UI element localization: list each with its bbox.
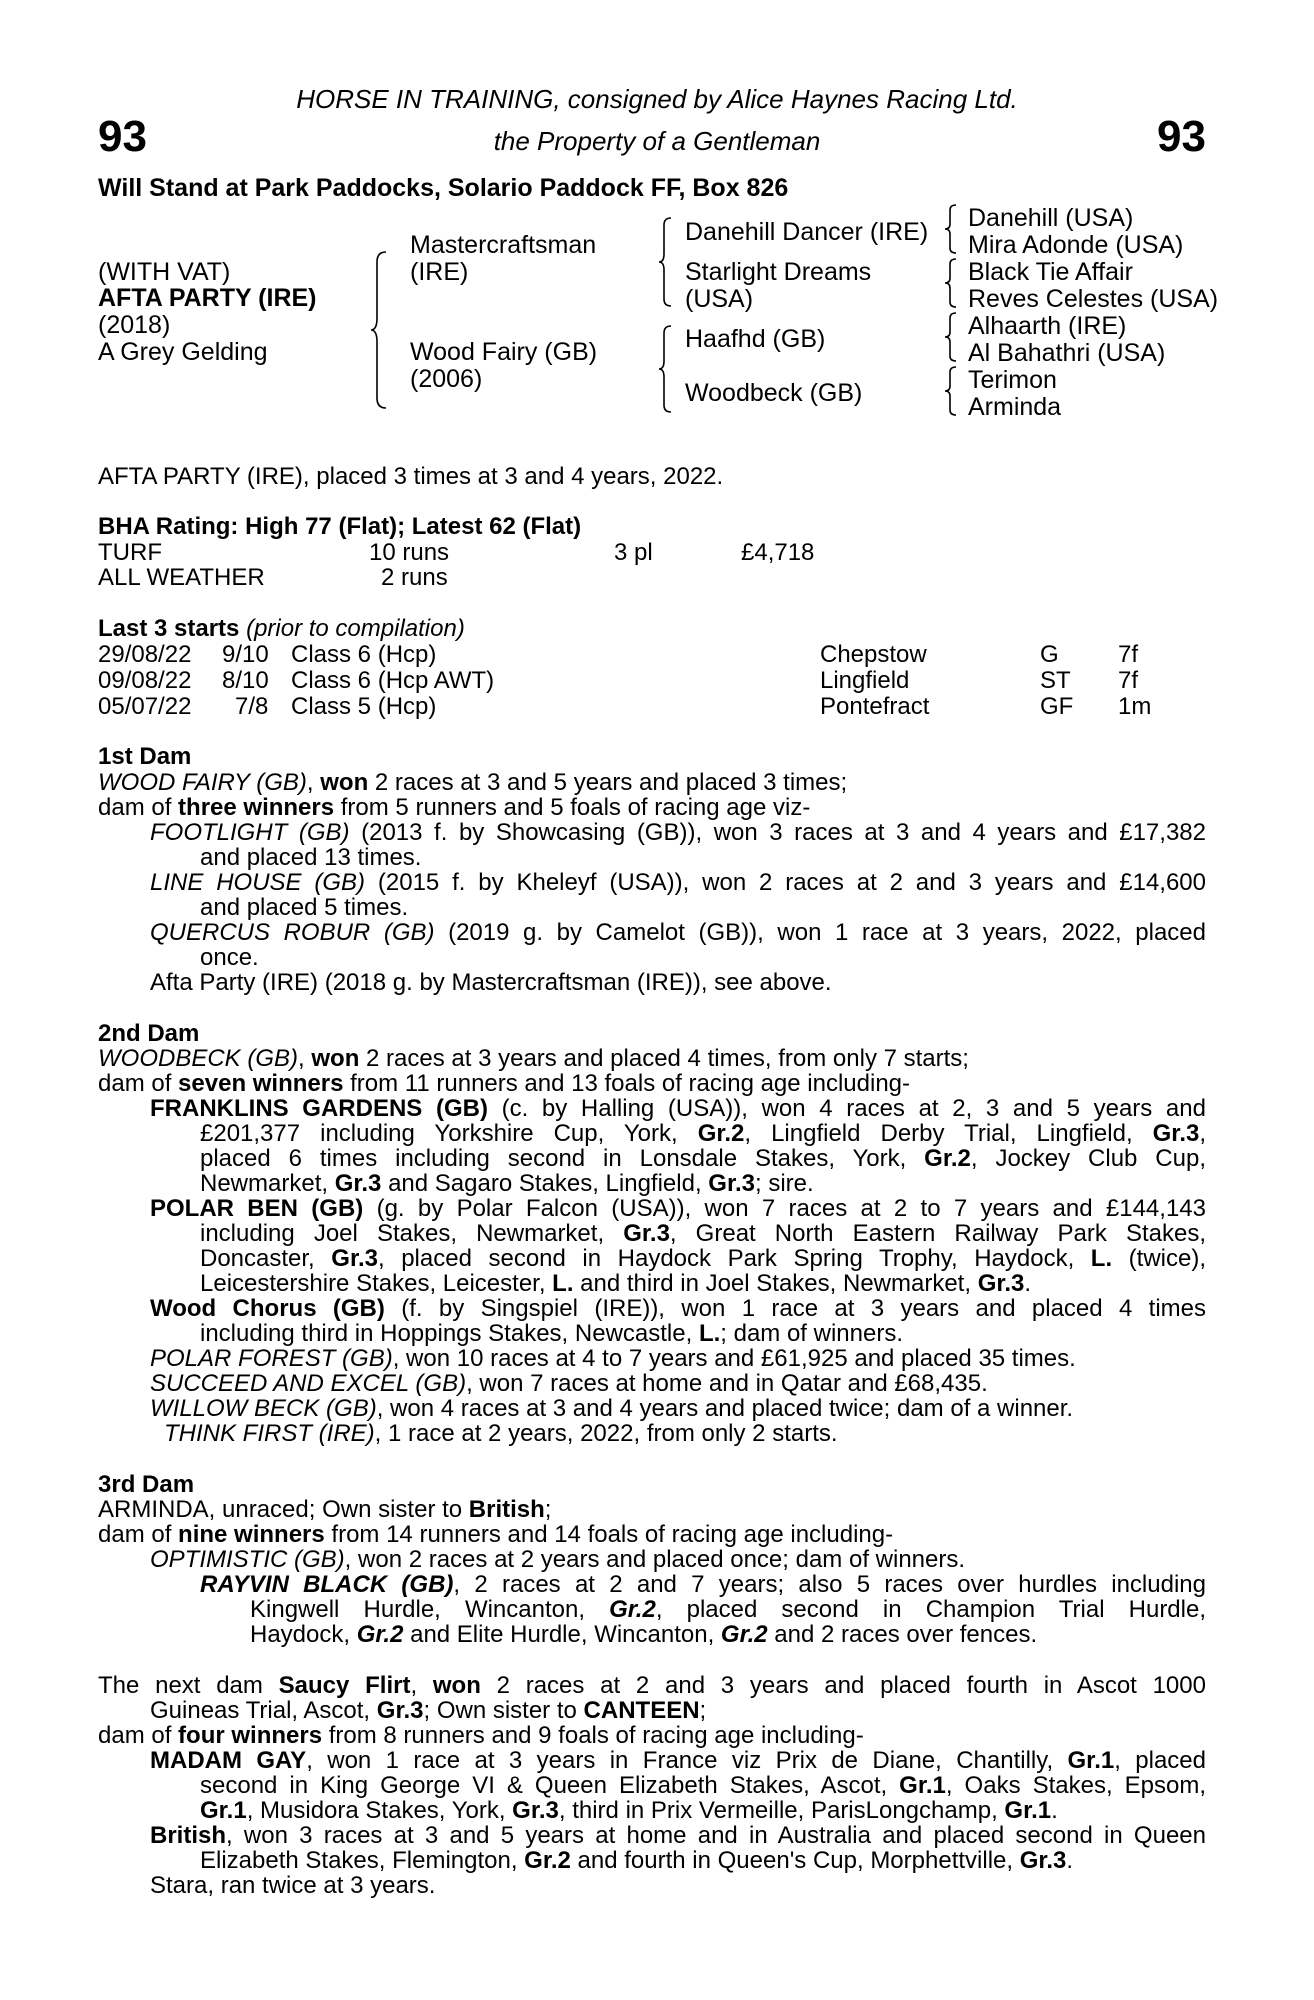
start-distance: 7f [1118, 641, 1139, 668]
produce-polar-ben-2 [200, 1221, 1206, 1246]
text: (f. by Singspiel (IRE)), won 1 race at 3 years and placed 4 times [384, 1295, 1206, 1322]
start-position: 9/10 [222, 641, 269, 668]
brace-4d [944, 365, 958, 417]
text: LINE HOUSE (GB) [150, 869, 366, 896]
text: 2 races at 3 and 5 years and placed 3 times; [368, 769, 848, 796]
start-distance: 7f [1118, 667, 1139, 694]
start-position: 7/8 [235, 693, 269, 720]
text: from 8 runners and 9 foals of racing age including- [322, 1722, 864, 1749]
text: dam of [98, 794, 179, 821]
rating-prize: £4,718 [741, 539, 815, 566]
text: Elizabeth Stakes, Flemington, [200, 1847, 525, 1874]
text: ; Own sister to [423, 1697, 584, 1724]
text: Gr.3 [708, 1170, 755, 1197]
stand-location: Will Stand at Park Paddocks, Solario Paddock FF, Box 826 [98, 174, 789, 202]
text: L. [552, 1270, 574, 1297]
text: dam of [98, 1722, 179, 1749]
text: nine winners [178, 1521, 325, 1548]
text: dam of [98, 1070, 179, 1097]
rating-placed: 3 pl [614, 539, 653, 566]
text: Haydock, [250, 1621, 357, 1648]
text: and Sagaro Stakes, Lingfield, [381, 1170, 709, 1197]
produce-british [150, 1823, 1206, 1848]
produce-think-first [164, 1421, 1206, 1446]
text: Newmarket, [200, 1170, 335, 1197]
text: , placed [1114, 1747, 1207, 1774]
dam-name: Wood Fairy (GB) [410, 338, 598, 366]
last-starts-heading [98, 616, 1206, 641]
text: British [468, 1496, 545, 1523]
text: including third in Hoppings Stakes, Newcastle, [200, 1320, 699, 1347]
property-line: the Property of a Gentleman [493, 126, 821, 156]
text: , placed second in Haydock Park Spring Trophy, Haydock, [377, 1245, 1091, 1272]
text: and third in Joel Stakes, Newmarket, [573, 1270, 978, 1297]
text: from 5 runners and 5 foals of racing age viz- [334, 794, 811, 821]
text: , Musidora Stakes, York, [246, 1797, 513, 1824]
text: . [1051, 1797, 1058, 1824]
dam1-line1 [98, 770, 1206, 795]
text: WILLOW BECK (GB) [150, 1395, 377, 1422]
text: Gr.2 [697, 1120, 745, 1147]
text: Gr.3 [977, 1270, 1025, 1297]
text: Gr.2 [524, 1847, 571, 1874]
text: (c. by Halling (USA)), won 4 races at 2, 3 and 5 years and [487, 1095, 1206, 1122]
text: POLAR FOREST (GB) [150, 1345, 393, 1372]
text: L. [1090, 1245, 1113, 1272]
produce-polar-ben-3 [200, 1246, 1206, 1271]
text: , 2 races at 2 and 7 years; also 5 races over hurdles including [453, 1571, 1206, 1598]
text: Wood Chorus (GB) [150, 1295, 385, 1322]
produce-polar-ben-4 [200, 1271, 1206, 1296]
text: Gr.2 [356, 1621, 404, 1648]
start-course: Pontefract [820, 693, 930, 720]
text: The next dam [98, 1672, 279, 1699]
sire-dam: Starlight Dreams [685, 258, 872, 286]
start-position: 8/10 [222, 667, 269, 694]
text: won [320, 769, 369, 796]
produce-franklins-3 [200, 1146, 1206, 1171]
ggs-1: Danehill (USA) [968, 204, 1134, 232]
text: three winners [178, 794, 335, 821]
text: second in King George VI & Queen Elizabeth Stakes, Ascot, [200, 1772, 900, 1799]
consignor-line: HORSE IN TRAINING, consigned by Alice Haynes Racing Ltd. [296, 84, 1018, 114]
text: SUCCEED AND EXCEL (GB) [150, 1370, 467, 1397]
dam2-heading: 2nd Dam [98, 1020, 200, 1047]
produce-afta-party: Afta Party (IRE) (2018 g. by Mastercraftsman (IRE)), see above. [150, 969, 832, 996]
dam3-line1 [98, 1497, 1206, 1522]
text: ; sire. [755, 1170, 814, 1197]
text: , Oaks Stakes, Epsom, [945, 1772, 1206, 1799]
produce-line-house [150, 870, 1206, 895]
sire-name: Mastercraftsman [410, 231, 597, 259]
ggs-4: Reves Celestes (USA) [968, 285, 1219, 313]
start-date: 09/08/22 [98, 667, 192, 694]
text: Gr.1 [200, 1797, 247, 1824]
text: , [298, 1045, 312, 1072]
ggs-3: Black Tie Affair [968, 258, 1133, 286]
next-dam-line3 [98, 1723, 1206, 1748]
start-going: GF [1040, 693, 1074, 720]
start-course: Lingfield [820, 667, 910, 694]
text: and Elite Hurdle, Wincanton, [403, 1621, 721, 1648]
text: seven winners [178, 1070, 344, 1097]
text: , [1199, 1120, 1207, 1147]
brace-main [370, 250, 392, 410]
ggs-8: Arminda [968, 393, 1062, 421]
start-going: ST [1040, 667, 1071, 694]
text: £201,377 including Yorkshire Cup, York, [200, 1120, 698, 1147]
produce-footlight-cont: and placed 13 times. [200, 844, 422, 871]
text: Guineas Trial, Ascot, [150, 1697, 377, 1724]
produce-franklins [150, 1096, 1206, 1121]
text: from 14 runners and 14 foals of racing age including- [324, 1521, 894, 1548]
rating-runs: 10 runs [369, 539, 450, 566]
rating-title: BHA Rating: High 77 (Flat); Latest 62 (Flat) [98, 513, 582, 540]
start-distance: 1m [1118, 693, 1152, 720]
text: . [1066, 1847, 1074, 1874]
text: L. [698, 1320, 721, 1347]
produce-rayvin-black-3 [250, 1622, 1206, 1647]
text: placed 6 times including second in Lonsdale Stakes, York, [200, 1145, 925, 1172]
text: Gr.3 [623, 1220, 670, 1247]
text: QUERCUS ROBUR (GB) [150, 919, 435, 946]
produce-madam-gay-3 [200, 1798, 1206, 1823]
text: ; dam of winners. [720, 1320, 904, 1347]
produce-madam-gay-2 [200, 1773, 1206, 1798]
dam-sire: Haafhd (GB) [685, 325, 826, 353]
text: RAYVIN BLACK (GB) [200, 1571, 454, 1598]
produce-rayvin-black [200, 1572, 1206, 1597]
text: THINK FIRST (IRE) [164, 1420, 375, 1447]
text: (twice), [1112, 1245, 1207, 1272]
last-starts-note: (prior to compilation) [246, 615, 465, 642]
text: , won 3 races at 3 and 5 years at home and in Australia and placed second in Queen [226, 1822, 1206, 1849]
ggs-5: Alhaarth (IRE) [968, 312, 1127, 340]
text: and fourth in Queen's Cup, Morphettville, [570, 1847, 1020, 1874]
start-race: Class 5 (Hcp) [291, 693, 437, 720]
sire-origin: (IRE) [410, 258, 469, 286]
text: and 2 races over fences. [767, 1621, 1038, 1648]
text: WOODBECK (GB) [98, 1045, 299, 1072]
start-race: Class 6 (Hcp) [291, 641, 437, 668]
text: (g. by Polar Falcon (USA)), won 7 races at 2 to 7 years and £144,143 [363, 1195, 1206, 1222]
text: dam of [98, 1521, 179, 1548]
produce-madam-gay [150, 1748, 1206, 1773]
text: from 11 runners and 13 foals of racing age including- [343, 1070, 911, 1097]
text: , won 2 races at 2 years and placed once; dam of winners. [344, 1546, 966, 1573]
start-date: 29/08/22 [98, 641, 192, 668]
text: , won 4 races at 3 and 4 years and placed twice; dam of a winner. [376, 1395, 1074, 1422]
ggs-6: Al Bahathri (USA) [968, 339, 1166, 367]
lot-number-left: 93 [98, 112, 147, 161]
text: 2 races at 2 and 3 years and placed fourth in Ascot 1000 [480, 1672, 1206, 1699]
dam2-line2 [98, 1071, 1206, 1096]
sire-dam-origin: (USA) [685, 285, 754, 313]
text: . [1024, 1270, 1032, 1297]
race-summary: AFTA PARTY (IRE), placed 3 times at 3 and 4 years, 2022. [98, 463, 724, 490]
text: , won 10 races at 4 to 7 years and £61,925 and placed 35 times. [392, 1345, 1076, 1372]
produce-franklins-2 [200, 1121, 1206, 1146]
text: won [311, 1045, 360, 1072]
text: , Lingfield Derby Trial, Lingfield, [744, 1120, 1153, 1147]
text: , 1 race at 2 years, 2022, from only 2 starts. [374, 1420, 838, 1447]
horse-year: (2018) [98, 311, 171, 339]
text: Saucy Flirt [278, 1672, 411, 1699]
text: FOOTLIGHT (GB) [150, 819, 350, 846]
text: Gr.3 [334, 1170, 382, 1197]
brace-4a [944, 203, 958, 255]
text: Gr.1 [899, 1772, 946, 1799]
text: ; [699, 1697, 707, 1724]
text: British [150, 1822, 227, 1849]
text: four winners [178, 1722, 323, 1749]
text: , Jockey Club Cup, [970, 1145, 1206, 1172]
vat-note: (WITH VAT) [98, 258, 231, 286]
text: Gr.2 [720, 1621, 768, 1648]
produce-polar-forest [150, 1346, 1206, 1371]
lot-number-right: 93 [1157, 112, 1206, 161]
text: Leicestershire Stakes, Leicester, [200, 1270, 553, 1297]
text: ARMINDA, unraced; Own sister to [98, 1496, 469, 1523]
text: ; [544, 1496, 552, 1523]
rating-runs: 2 runs [381, 564, 448, 591]
text: Gr.3 [331, 1245, 378, 1272]
produce-wood-chorus [150, 1296, 1206, 1321]
produce-british-2 [200, 1848, 1206, 1873]
produce-stara: Stara, ran twice at 3 years. [150, 1872, 436, 1899]
text: , [306, 769, 321, 796]
text: Gr.1 [1067, 1747, 1115, 1774]
text: POLAR BEN (GB) [150, 1195, 364, 1222]
brace-4c [944, 311, 958, 363]
text: Gr.3 [1152, 1120, 1200, 1147]
text: Gr.3 [512, 1797, 559, 1824]
text: (2015 f. by Kheleyf (USA)), won 2 races at 2 and 3 years and £14,600 [365, 869, 1206, 896]
brace-sire [658, 216, 674, 308]
rating-surface: TURF [98, 539, 162, 566]
last-starts-title: Last 3 starts [98, 615, 240, 642]
text: including Joel Stakes, Newmarket, [200, 1220, 624, 1247]
produce-quercus [150, 920, 1206, 945]
text: , third in Prix Vermeille, ParisLongchamp, [558, 1797, 1005, 1824]
ggs-7: Terimon [968, 366, 1057, 394]
brace-dam [658, 324, 674, 414]
text: (2019 g. by Camelot (GB)), won 1 race at 3 years, 2022, placed [434, 919, 1206, 946]
dam2-line1 [98, 1046, 1206, 1071]
text: Gr.2 [609, 1596, 656, 1623]
dam-year: (2006) [410, 365, 483, 393]
dam1-name: WOOD FAIRY (GB) [98, 769, 307, 796]
text: OPTIMISTIC (GB) [150, 1546, 345, 1573]
produce-quercus-cont: once. [200, 944, 259, 971]
text: (2013 f. by Showcasing (GB)), won 3 races at 3 and 4 years and £17,382 [349, 819, 1206, 846]
produce-rayvin-black-2 [250, 1597, 1206, 1622]
text: , won 7 races at home and in Qatar and £68,435. [466, 1370, 988, 1397]
start-course: Chepstow [820, 641, 927, 668]
start-date: 05/07/22 [98, 693, 192, 720]
horse-description: A Grey Gelding [98, 338, 268, 366]
text: , won 1 race at 3 years in France viz Prix de Diane, Chantilly, [306, 1747, 1068, 1774]
text: Kingwell Hurdle, Wincanton, [250, 1596, 610, 1623]
text: , placed second in Champion Trial Hurdle, [655, 1596, 1207, 1623]
produce-willow-beck [150, 1396, 1206, 1421]
next-dam-line2 [150, 1698, 1206, 1723]
start-going: G [1040, 641, 1059, 668]
produce-footlight [150, 820, 1206, 845]
text: Gr.2 [924, 1145, 971, 1172]
produce-polar-ben [150, 1196, 1206, 1221]
dam1-line2 [98, 795, 1206, 820]
text: , [410, 1672, 433, 1699]
text: Gr.3 [1019, 1847, 1067, 1874]
horse-name: AFTA PARTY (IRE) [98, 284, 317, 312]
text: FRANKLINS GARDENS (GB) [150, 1095, 488, 1122]
sire-sire: Danehill Dancer (IRE) [685, 218, 929, 246]
dam-dam: Woodbeck (GB) [685, 379, 863, 407]
dam3-heading: 3rd Dam [98, 1471, 195, 1498]
produce-succeed-excel [150, 1371, 1206, 1396]
text: Gr.3 [376, 1697, 424, 1724]
dam1-heading: 1st Dam [98, 743, 192, 770]
text: 2 races at 3 years and placed 4 times, from only 7 starts; [359, 1045, 969, 1072]
text: won [432, 1672, 481, 1699]
ggs-2: Mira Adonde (USA) [968, 231, 1184, 259]
brace-4b [944, 257, 958, 309]
rating-surface: ALL WEATHER [98, 564, 265, 591]
text: MADAM GAY [150, 1747, 307, 1774]
produce-optimistic [150, 1547, 1206, 1572]
text: Gr.1 [1004, 1797, 1052, 1824]
text: CANTEEN [583, 1697, 700, 1724]
next-dam-line1 [98, 1673, 1206, 1698]
dam3-line2 [98, 1522, 1206, 1547]
produce-franklins-4 [200, 1171, 1206, 1196]
text: , Great North Eastern Railway Park Stakes, [669, 1220, 1206, 1247]
produce-wood-chorus-2 [200, 1321, 1206, 1346]
produce-line-house-cont: and placed 5 times. [200, 894, 409, 921]
start-race: Class 6 (Hcp AWT) [291, 667, 495, 694]
text: Doncaster, [200, 1245, 332, 1272]
